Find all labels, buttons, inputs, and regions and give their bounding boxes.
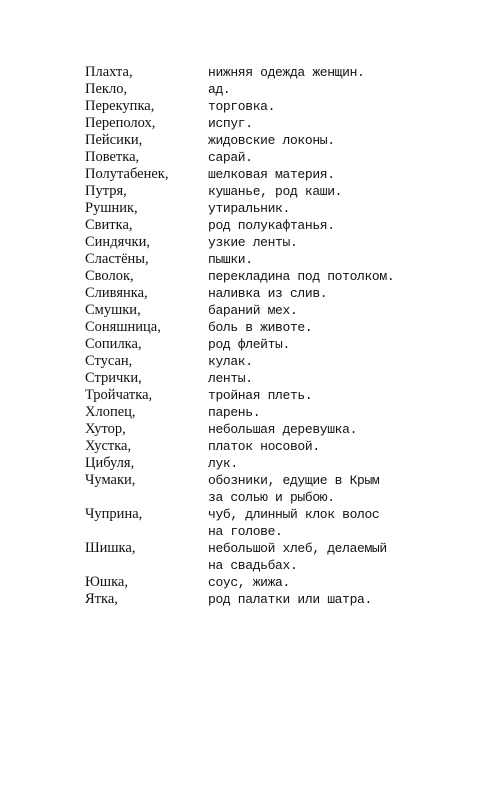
glossary-term: Соняшница,: [85, 319, 161, 335]
glossary-definition-line: кушанье, род каши.: [208, 184, 343, 199]
glossary-term: Сластёны,: [85, 251, 149, 267]
glossary-definition: [208, 540, 415, 574]
glossary-term: Хутор,: [85, 421, 126, 437]
glossary-definition-line: пышки.: [208, 252, 253, 267]
glossary-definition-line: лук.: [208, 456, 238, 471]
glossary-definition-line: боль в животе.: [208, 320, 313, 335]
glossary-definition: [208, 217, 415, 234]
glossary-definition: [208, 81, 415, 98]
glossary-entry: [85, 132, 415, 149]
glossary-definition-line: бараний мех.: [208, 303, 298, 318]
glossary-entry: [85, 64, 415, 81]
glossary-entry: [85, 540, 415, 574]
glossary-entry: [85, 81, 415, 98]
glossary-definition-line: утиральник.: [208, 201, 290, 216]
glossary-entry: [85, 200, 415, 217]
glossary-entry: [85, 387, 415, 404]
glossary-definition: [208, 319, 415, 336]
glossary-term: Стрички,: [85, 370, 142, 386]
glossary-definition: [208, 438, 415, 455]
glossary-term: Синдячки,: [85, 234, 150, 250]
glossary-definition: [208, 506, 415, 540]
glossary-definition-line: род полукафтанья.: [208, 218, 335, 233]
glossary-definition-line: сарай.: [208, 150, 253, 165]
glossary-definition: [208, 115, 415, 132]
glossary-definition-line: небольшой хлеб, делаемый: [208, 541, 387, 556]
glossary-entry: [85, 166, 415, 183]
glossary-definition: [208, 421, 415, 438]
glossary-term: Свитка,: [85, 217, 133, 233]
glossary-definition-line: соус, жижа.: [208, 575, 290, 590]
glossary-term: Пекло,: [85, 81, 128, 97]
glossary-definition-line: тройная плеть.: [208, 388, 313, 403]
glossary-entry: [85, 455, 415, 472]
glossary-entry: [85, 234, 415, 251]
glossary-entry: [85, 336, 415, 353]
glossary-definition: [208, 183, 415, 200]
glossary-term: Переполох,: [85, 115, 156, 131]
glossary-definition: [208, 302, 415, 319]
glossary-definition: [208, 336, 415, 353]
glossary-definition-line: род палатки или шатра.: [208, 592, 372, 607]
glossary-definition-line: ленты.: [208, 371, 253, 386]
glossary-definition: [208, 268, 415, 285]
glossary-definition: [208, 285, 415, 302]
glossary-term: Цибуля,: [85, 455, 135, 471]
glossary-definition: [208, 251, 415, 268]
glossary-term: Смушки,: [85, 302, 141, 318]
glossary-definition: [208, 387, 415, 404]
glossary-definition: [208, 98, 415, 115]
glossary-term: Плахта,: [85, 64, 133, 80]
glossary-entry: [85, 251, 415, 268]
glossary-term: Пейсики,: [85, 132, 143, 148]
glossary-definition-line: на голове.: [208, 524, 283, 539]
glossary-entry: [85, 285, 415, 302]
glossary-definition: [208, 353, 415, 370]
glossary-term: Юшка,: [85, 574, 128, 590]
glossary-definition-line: нижняя одежда женщин.: [208, 65, 365, 80]
glossary-entry: [85, 115, 415, 132]
glossary-definition: [208, 370, 415, 387]
glossary-definition-line: за солью и рыбою.: [208, 490, 335, 505]
glossary-term: Хустка,: [85, 438, 132, 454]
glossary-term: Сопилка,: [85, 336, 142, 352]
glossary-entry: [85, 268, 415, 285]
glossary-definition-line: кулак.: [208, 354, 253, 369]
glossary-term: Поветка,: [85, 149, 140, 165]
glossary-definition: [208, 404, 415, 421]
glossary-entry: [85, 353, 415, 370]
glossary-definition-line: небольшая деревушка.: [208, 422, 358, 437]
glossary-entry: [85, 591, 415, 608]
glossary-term: Ятка,: [85, 591, 118, 607]
glossary-term: Хлопец,: [85, 404, 136, 420]
glossary-definition: [208, 574, 415, 591]
glossary-definition-line: парень.: [208, 405, 261, 420]
glossary-entry: [85, 438, 415, 455]
glossary-entry: [85, 98, 415, 115]
glossary-definition-line: узкие ленты.: [208, 235, 298, 250]
glossary-entry: [85, 574, 415, 591]
glossary-term: Стусан,: [85, 353, 133, 369]
glossary-definition-line: наливка из слив.: [208, 286, 328, 301]
glossary-definition-line: ад.: [208, 82, 231, 97]
glossary-definition-line: на свадьбах.: [208, 558, 298, 573]
glossary-definition-line: род флейты.: [208, 337, 290, 352]
glossary-entry: [85, 506, 415, 540]
glossary-definition: [208, 149, 415, 166]
glossary-definition: [208, 166, 415, 183]
glossary-entry: [85, 319, 415, 336]
glossary-term: Тройчатка,: [85, 387, 153, 403]
glossary-definition: [208, 591, 415, 608]
glossary-term: Шишка,: [85, 540, 136, 556]
glossary-term: Чуприна,: [85, 506, 143, 522]
glossary-term: Рушник,: [85, 200, 138, 216]
glossary-entry: [85, 149, 415, 166]
glossary-definition-line: платок носовой.: [208, 439, 320, 454]
glossary-definition-line: жидовские локоны.: [208, 133, 335, 148]
glossary-definition-line: обозники, едущие в Крым: [208, 473, 380, 488]
glossary-definition-line: испуг.: [208, 116, 253, 131]
glossary-term: Путря,: [85, 183, 127, 199]
glossary-term: Полутабенек,: [85, 166, 169, 182]
glossary-entry: [85, 370, 415, 387]
glossary-definition: [208, 455, 415, 472]
glossary-entry: [85, 302, 415, 319]
glossary-definition: [208, 64, 415, 81]
glossary-definition: [208, 234, 415, 251]
glossary-term: Перекупка,: [85, 98, 155, 114]
glossary-entry: [85, 472, 415, 506]
glossary-entry: [85, 217, 415, 234]
glossary-entry: [85, 421, 415, 438]
glossary-list: [85, 64, 415, 608]
glossary-term: Сливянка,: [85, 285, 148, 301]
glossary-definition-line: перекладина под потолком.: [208, 269, 395, 284]
glossary-definition-line: чуб, длинный клок волос: [208, 507, 380, 522]
glossary-definition: [208, 132, 415, 149]
glossary-definition: [208, 472, 415, 506]
glossary-definition-line: торговка.: [208, 99, 276, 114]
glossary-definition-line: шелковая материя.: [208, 167, 335, 182]
glossary-term: Чумаки,: [85, 472, 136, 488]
glossary-entry: [85, 404, 415, 421]
glossary-entry: [85, 183, 415, 200]
glossary-term: Сволок,: [85, 268, 134, 284]
glossary-definition: [208, 200, 415, 217]
